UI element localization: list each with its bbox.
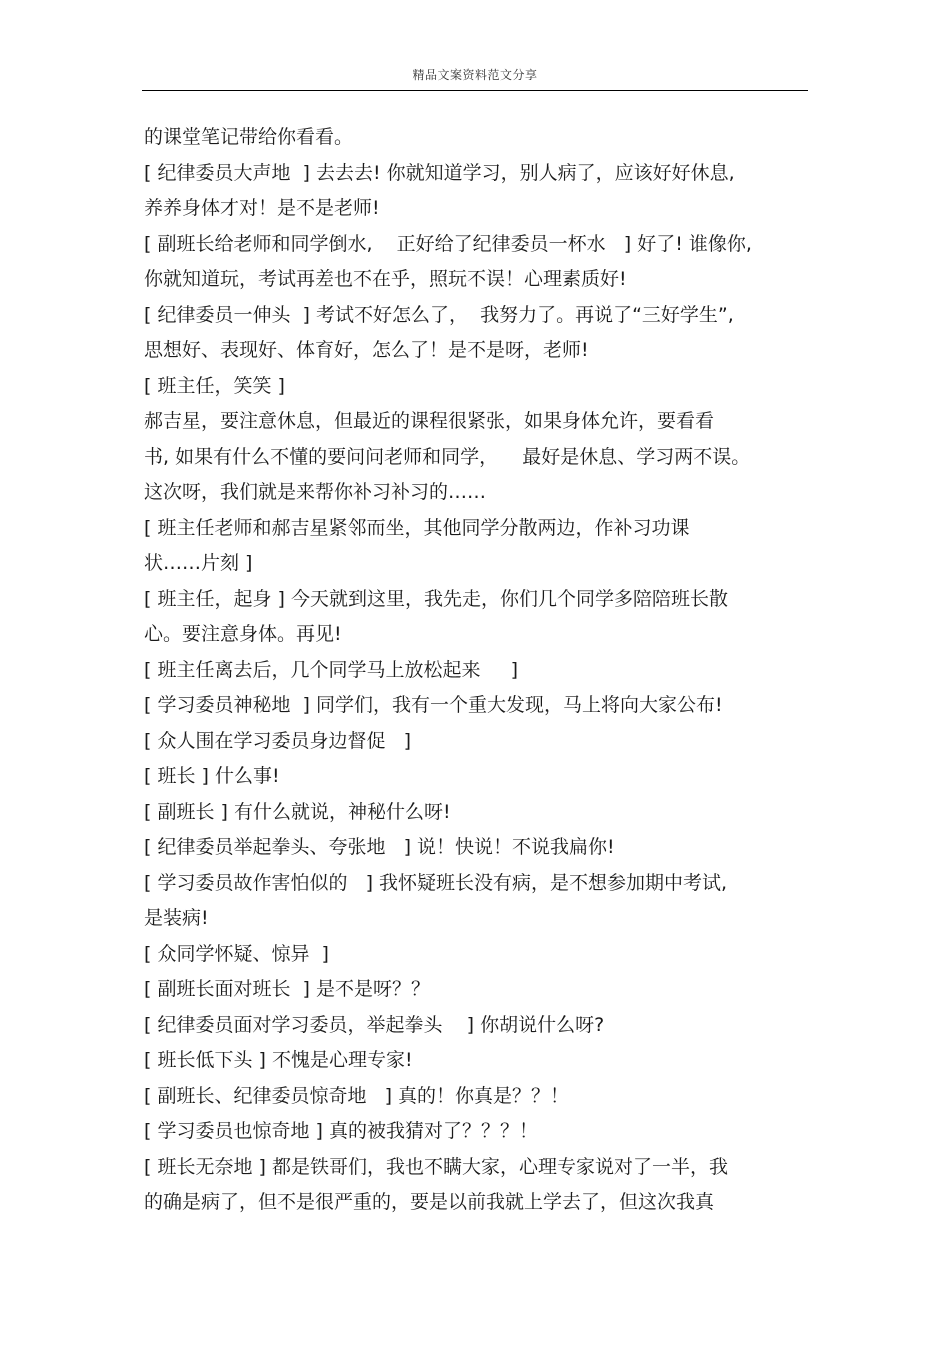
text-line: [ 纪律委员举起拳头、夸张地 ] 说！快说！不说我扁你! [144,836,615,858]
text-line: [ 纪律委员一伸头 ] 考试不好怎么了， 我努力了。再说了“三好学生”, [144,303,734,326]
text-line: [ 学习委员故作害怕似的 ] 我怀疑班长没有病，是不想参加期中考试, [144,871,728,894]
text-line: 你就知道玩，考试再差也不在乎，照玩不误！心理素质好! [144,268,627,290]
text-line: 郝吉星，要注意休息，但最近的课程很紧张，如果身体允许，要看看 [144,410,715,432]
header-divider [142,90,808,91]
text-line: [ 班主任，起身 ] 今天就到这里，我先走，你们几个同学多陪陪班长散 [144,587,728,610]
text-line: 是装病! [144,907,209,929]
text-line: [ 纪律委员大声地 ] 去去去! 你就知道学习，别人病了，应该好好休息, [144,161,735,184]
text-line: [ 班长无奈地 ] 都是铁哥们，我也不瞒大家，心理专家说对了一半，我 [144,1155,728,1178]
text-line: [ 学习委员神秘地 ] 同学们，我有一个重大发现，马上将向大家公布! [144,694,723,716]
text-line: 思想好、表现好、体育好，怎么了！是不是呀，老师! [144,339,589,361]
text-line: [ 副班长面对班长 ] 是不是呀？？ [144,978,430,1000]
text-line: [ 班长低下头 ] 不愧是心理专家! [144,1049,413,1071]
text-line: [ 班主任，笑笑 ] [144,374,285,397]
body-text [144,120,808,1221]
text-line: [ 众人围在学习委员身边督促 ] [144,729,411,752]
text-line: 心。要注意身体。再见! [144,623,342,645]
text-line: 养养身体才对！是不是老师! [144,197,380,219]
text-line: 的确是病了，但不是很严重的，要是以前我就上学去了，但这次我真 [144,1191,715,1213]
text-line: 这次呀，我们就是来帮你补习补习的…… [144,481,487,503]
text-line: 状……片刻 ] [144,552,253,574]
text-line: [ 副班长 ] 有什么就说，神秘什么呀! [144,800,451,823]
text-line: [ 众同学怀疑、惊异 ] [144,942,329,965]
text-line: [ 纪律委员面对学习委员，举起拳头 ] 你胡说什么呀? [144,1013,605,1036]
text-line: [ 学习委员也惊奇地 ] 真的被我猜对了？？？！ [144,1120,538,1142]
page-header: 精品文案资料范文分享 [412,68,538,82]
text-line: [ 班主任离去后，几个同学马上放松起来 ] [144,658,519,681]
text-line: 的课堂笔记带给你看看。 [144,126,354,148]
text-line: [ 班主任老师和郝吉星紧邻而坐，其他同学分散两边，作补习功课 [144,516,690,539]
text-line: 书, 如果有什么不懂的要问问老师和同学， 最好是休息、学习两不误。 [144,445,751,468]
text-line: [ 副班长给老师和同学倒水, 正好给了纪律委员一杯水 ] 好了! 谁像你, [144,232,752,255]
text-line: [ 班长 ] 什么事! [144,765,280,787]
text-line: [ 副班长、纪律委员惊奇地 ] 真的！你真是？？！ [144,1084,570,1107]
